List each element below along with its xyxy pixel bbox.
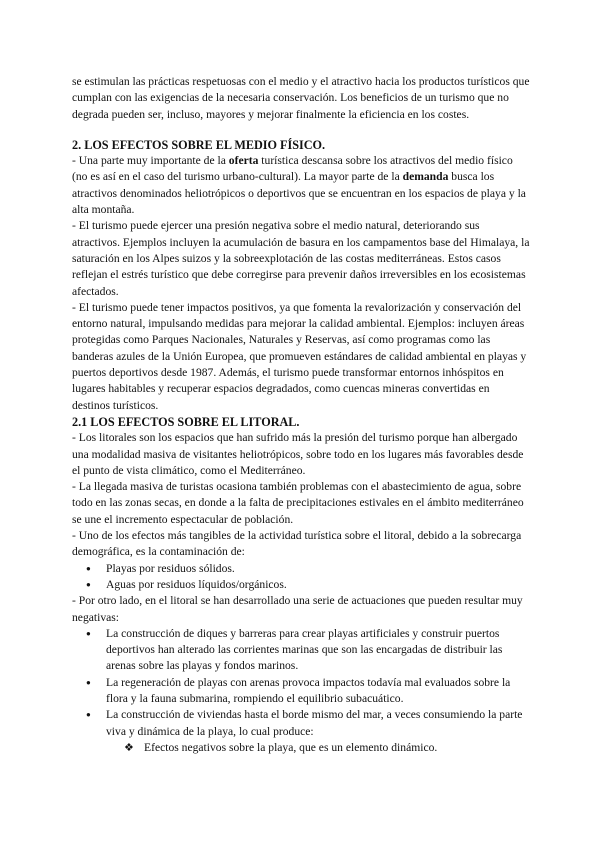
section-2-heading: 2. LOS EFECTOS SOBRE EL MEDIO FÍSICO. [72,137,326,152]
bold-term-demanda: demanda [402,170,449,184]
section-2-paragraph-2: - El turismo puede ejercer una presión negativa sobre el medio natural, deteriorando sus atractivos. Ejemplos incluyen la acumulación de basura en los campamentos base del Himalaya, la saturación en los Alpes suizos y la sobreexplotación de las costas mediterráneas. Estos casos reflejan el estrés turístico que debe corregirse para prevenir daños irreversibles en los ecosistemas afectados. [72,219,530,298]
bullet-dot-icon: ● [86,710,91,720]
sub-list [106,740,530,756]
negative-actions-list [72,626,530,756]
bold-term-oferta: oferta [228,154,259,168]
section-2-1-paragraph-2: - La llegada masiva de turistas ocasiona también problemas con el abastecimiento de agua, sobre todo en las zonas secas, en donde a la falta de precipitaciones estivales en el ámbito mediterráneo se une el incremento espectacular de población. [72,480,524,526]
list-item [72,626,530,675]
section-2-paragraph-3: - El turismo puede tener impactos positivos, ya que fomenta la revalorización y conservación del entorno natural, impulsando medidas para mejorar la calidad ambiental. Ejemplos: incluyen áreas protegidas como Parques Nacionales, Naturales y Reservas, así como programas como las banderas azules de la Unión Europea, que promueven estándares de calidad ambiental en playas y puertos deportivos desde 1987. Además, el turismo puede transformar entornos inhóspitos en lugares habitables y recuperar espacios degradados, como cuencas mineras convertidas en destinos turísticos. [72,300,527,412]
list-item-text: Playas por residuos sólidos. [106,561,235,575]
sub-list-item-text: Efectos negativos sobre la playa, que es un elemento dinámico. [144,740,438,754]
document-body [72,74,530,756]
list-item-text: La construcción de viviendas hasta el borde mismo del mar, a veces consumiendo la parte viva y dinámica de la playa, lo cual produce: [106,708,523,738]
bullet-dot-icon: ● [86,579,91,589]
text-run: turística descansa sobre los atractivos del medio físico (no es así en el caso del turismo urbano-cultural). La mayor parte de la [72,154,513,184]
list-item-text: Aguas por residuos líquidos/orgánicos. [106,577,287,591]
text-run: - Una parte muy importante de la [72,154,229,168]
section-2-paragraph-1 [72,153,530,218]
bullet-dot-icon: ● [86,563,91,573]
section-2-1-paragraph-4: - Por otro lado, en el litoral se han desarrollado una serie de actuaciones que pueden resultar muy negativas: [72,594,523,624]
list-item-text: La regeneración de playas con arenas provoca impactos todavía mal evaluados sobre la flora y la fauna submarina, rompiendo el equilibrio subacuático. [106,675,511,705]
list-item [72,675,530,708]
section-2-1-paragraph-3: - Uno de los efectos más tangibles de la actividad turística sobre el litoral, debido a la sobrecarga demográfica, es la contaminación de: [72,529,522,559]
bullet-diamond-icon: ❖ [124,741,134,754]
bullet-dot-icon: ● [86,677,91,687]
list-item [72,707,530,756]
section-2-1-paragraph-1: - Los litorales son los espacios que han sufrido más la presión del turismo porque han albergado una modalidad masiva de visitantes heliotrópicos, sobre todo en los lugares más favorables desde el punto de vista climático, como el Mediterráneo. [72,431,524,477]
section-2-1-heading: 2.1 LOS EFECTOS SOBRE EL LITORAL. [72,414,300,429]
list-item [72,561,530,577]
bullet-dot-icon: ● [86,628,91,638]
list-item-text: La construcción de diques y barreras para crear playas artificiales y construir puertos deportivos han alterado las corrientes marinas que son las encargadas de distribuir las arenas sobre las playas y fondos marinos. [106,626,503,673]
sub-list-item [72,740,530,756]
text-run: busca los atractivos denominados heliotrópicos o deportivos que se encuentran en los espacios de playa y la alta montaña. [72,170,526,217]
intro-paragraph: se estimulan las prácticas respetuosas con el medio y el atractivo hacia los productos turísticos que cumplan con las exigencias de la necesaria conservación. Los beneficios de un turismo que no degrada pueden ser, incluso, mayores y mejorar finalmente la eficiencia en los costes. [72,75,530,121]
list-item [72,577,530,593]
spacer [72,123,530,137]
contamination-list [72,561,530,594]
